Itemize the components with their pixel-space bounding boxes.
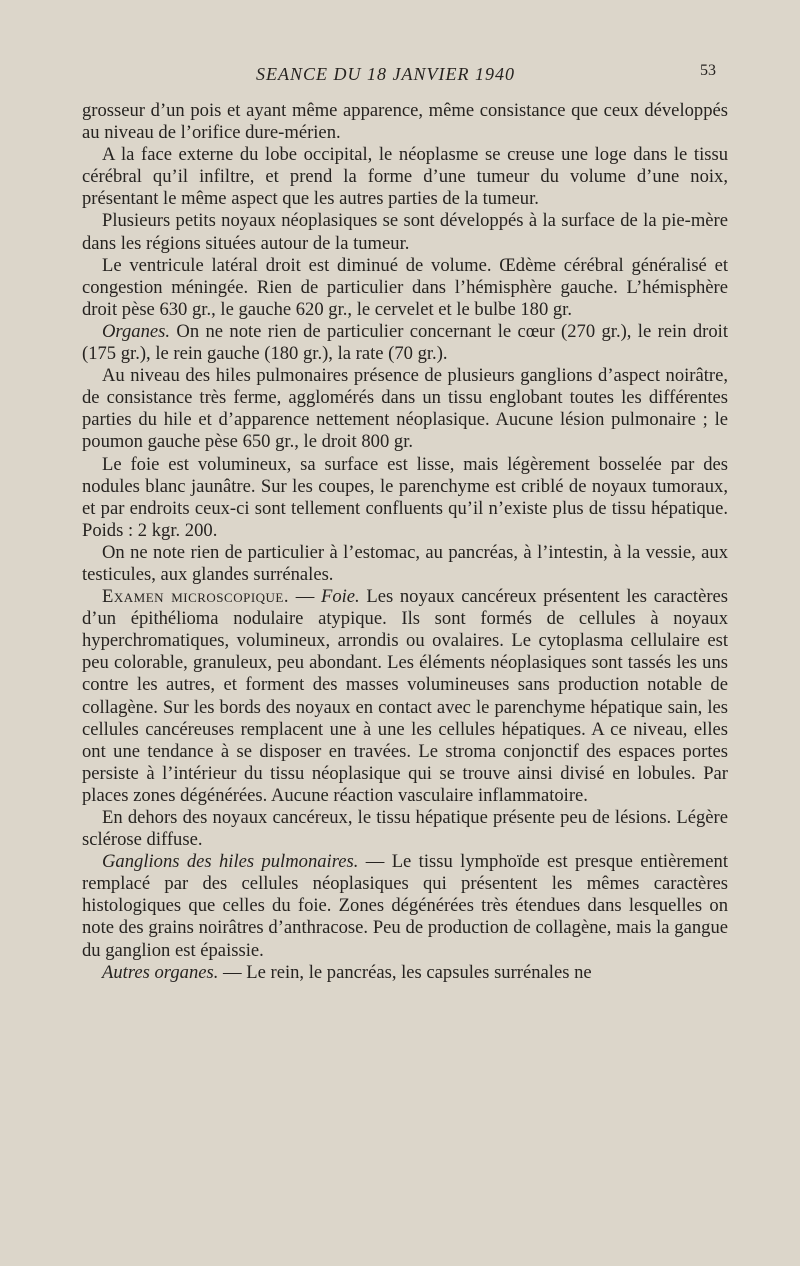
paragraph: Le ventricule latéral droit est diminué de volume. Œdème cérébral généralisé et congestion méningée. Rien de particulier dans l’hémisphère gauche. L’hémisphère droit pèse 630 gr., le gauche 620 gr., le cervelet et le bulbe 180 gr. (82, 254, 728, 320)
paragraph: En dehors des noyaux cancéreux, le tissu hépatique présente peu de lésions. Légère sclérose diffuse. (82, 807, 728, 851)
paragraph-text: — Le tissu lymphoïde est presque entièrement remplacé par des cellules néoplasiques qui présentent les mêmes caractères histologiques que celles du foie. Zones dégénérées très étendues dans lesquelles on note des grains noirâtres d’anthracose. Peu de production de collagène, mais la gangue du ganglion est épaissie. (82, 851, 728, 961)
subsection-lead: Ganglions des hiles pulmonaires. (102, 851, 359, 873)
section-heading: Examen microscopique. (102, 586, 290, 608)
running-title: SEANCE DU 18 JANVIER 1940 (256, 64, 515, 84)
page-header (0, 62, 800, 92)
body-text (82, 100, 728, 984)
paragraph-text: Les noyaux cancéreux présentent les caractères d’un épithélioma nodulaire atypique. Ils sont formés de cellules à noyaux hyperchromatiques, volumineux, arrondis ou ovalaires. Le cytoplasma cellulaire est peu colorable, granuleux, peu abondant. Les éléments néoplasiques sont tassés les uns contre les autres, et forment des masses volumineuses sans production notable de collagène. Sur les bords des noyaux en contact avec le parenchyme hépatique sain, les cellules cancéreuses remplacent une à une les cellules hépatiques. A ce niveau, elles ont une tendance à se disposer en travées. Le stroma conjonctif des espaces portes persiste à l’intérieur du tissu néoplasique qui se trouve ainsi divisé en lobules. Par places zones dégénérées. Aucune réaction vasculaire inflammatoire. (82, 586, 729, 806)
paragraph: Au niveau des hiles pulmonaires présence de plusieurs ganglions d’aspect noirâtre, de consistance très ferme, agglomérés dans un tissu englobant toutes les différentes parties du hile et d’apparence nettement néoplasique. Aucune lésion pulmonaire ; le poumon gauche pèse 650 gr., le droit 800 gr. (82, 365, 728, 453)
paragraph-text: — Le rein, le pancréas, les capsules surrénales ne (218, 961, 592, 983)
paragraph-text: On ne note rien de particulier concernant le cœur (270 gr.), le rein droit (175 gr.), le rein gauche (180 gr.), la rate (70 gr.). (82, 320, 728, 365)
paragraph-organes (82, 321, 728, 365)
dash: — (289, 586, 321, 608)
paragraph-autres (82, 962, 728, 984)
page-number: 53 (700, 62, 716, 79)
subsection-lead: Autres organes. (102, 961, 219, 983)
paragraph: Le foie est volumineux, sa surface est lisse, mais légèrement bosselée par des nodules blanc jaunâtre. Sur les coupes, le parenchyme est criblé de noyaux tumoraux, et par endroits ceux-ci sont tellement confluents qu’il n’existe plus de tissu hépatique. Poids : 2 kgr. 200. (82, 453, 728, 541)
paragraph: A la face externe du lobe occipital, le néoplasme se creuse une loge dans le tissu cérébral qu’il infiltre, et prend la forme d’une tumeur du volume d’une noix, présentant le même aspect que les autres parties de la tumeur. (82, 144, 728, 210)
subsection-lead: Foie. (320, 586, 360, 608)
paragraph: On ne note rien de particulier à l’estomac, au pancréas, à l’intestin, à la vessie, aux testicules, aux glandes surrénales. (82, 541, 728, 585)
paragraph-examen (82, 586, 728, 807)
paragraph: grosseur d’un pois et ayant même apparence, même consistance que ceux développés au niveau de l’orifice dure-mérien. (82, 100, 728, 144)
paragraph: Plusieurs petits noyaux néoplasiques se sont développés à la surface de la pie-mère dans les régions situées autour de la tumeur. (82, 210, 728, 254)
paragraph-lead: Organes. (102, 320, 171, 342)
paragraph-ganglions (82, 851, 728, 961)
